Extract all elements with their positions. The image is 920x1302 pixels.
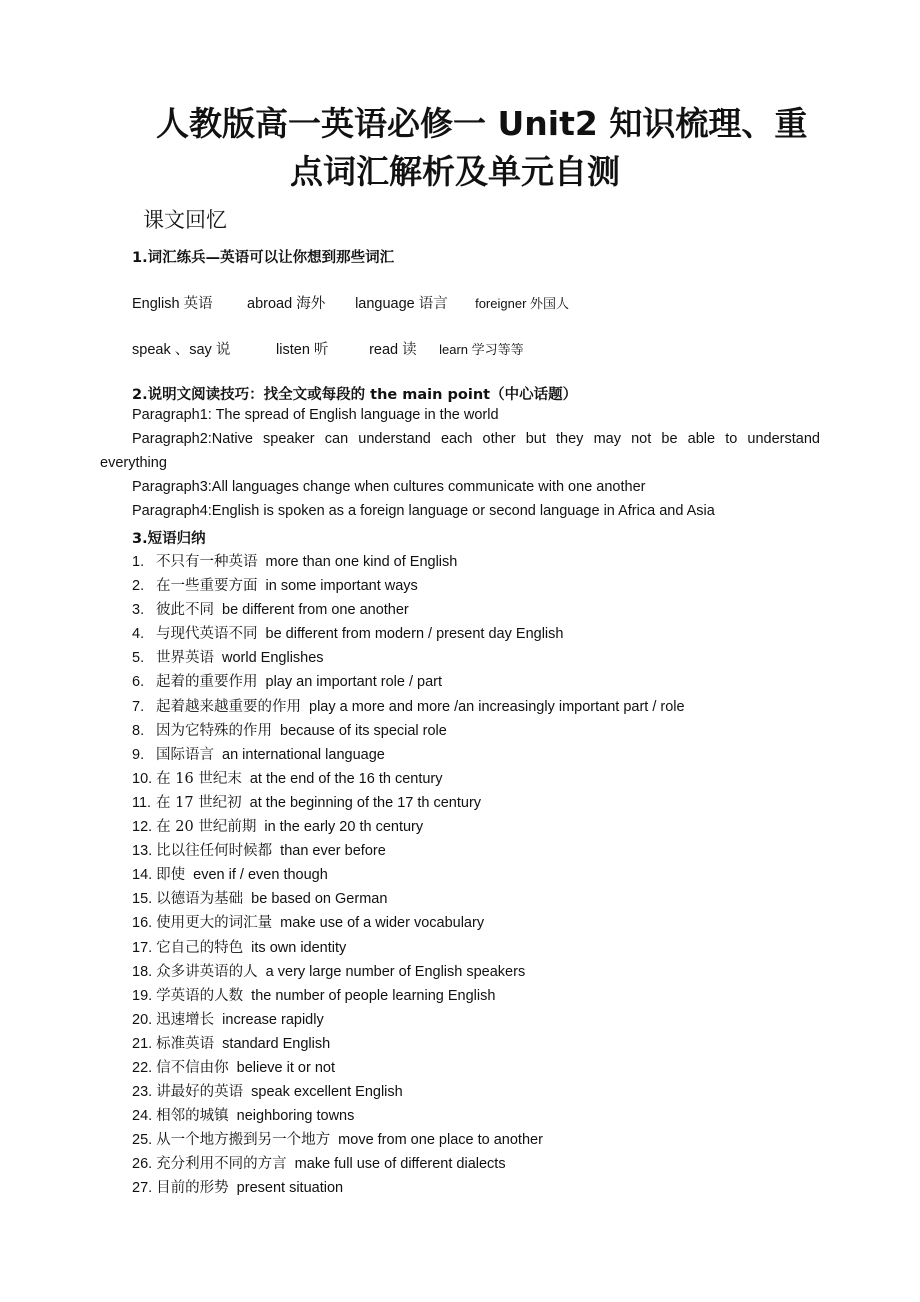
item-number: 19.: [132, 987, 153, 1004]
list-item: [132, 1032, 685, 1056]
item-english: than ever before: [280, 843, 386, 860]
list-item: [132, 887, 685, 911]
list-item: [132, 1008, 685, 1032]
list-item: [132, 815, 685, 839]
vocab-word: foreigner 外国人: [475, 296, 570, 311]
item-number: 13.: [132, 843, 153, 860]
item-number: 22.: [132, 1059, 153, 1076]
vocab-word: language 语言: [355, 296, 448, 312]
list-item: [132, 646, 685, 670]
item-chinese: 充分利用不同的方言: [156, 1156, 287, 1173]
list-item: [132, 574, 685, 598]
item-chinese: 信不信由你: [156, 1059, 229, 1076]
item-number: 24.: [132, 1108, 153, 1125]
list-item: [132, 743, 685, 767]
item-chinese: 国际语言: [156, 746, 214, 763]
item-english: even if / even though: [193, 867, 328, 884]
item-chinese: 在 20 世纪前期: [156, 819, 257, 836]
item-chinese: 众多讲英语的人: [156, 963, 258, 980]
vocab-word: learn 学习等等: [439, 342, 524, 357]
item-chinese: 它自己的特色: [156, 939, 244, 956]
item-chinese: 以德语为基础: [156, 891, 244, 908]
vocab-word: speak 、say 说: [132, 342, 231, 358]
item-number: 10.: [132, 770, 153, 787]
item-chinese: 讲最好的英语: [156, 1084, 244, 1101]
item-number: 15.: [132, 891, 153, 908]
vocab-word: English 英语: [132, 296, 213, 312]
list-item: [132, 863, 685, 887]
item-english: its own identity: [251, 939, 347, 956]
item-number: 1.: [132, 554, 145, 570]
item-number: 8.: [132, 722, 145, 739]
item-number: 5.: [132, 650, 145, 667]
list-item: [132, 1056, 685, 1080]
item-english: speak excellent English: [251, 1084, 403, 1101]
vocab-row-2: [132, 338, 524, 359]
item-number: 2.: [132, 578, 145, 595]
item-chinese: 在 17 世纪初: [156, 794, 242, 811]
item-chinese: 即使: [156, 867, 186, 884]
paragraph-3-summary: Paragraph3:All languages change when cultures communicate with one another: [132, 479, 646, 495]
section-heading: 课文回忆: [143, 208, 227, 232]
item-number: 26.: [132, 1156, 153, 1173]
item-chinese: 彼此不同: [156, 602, 214, 619]
item-number: 6.: [132, 674, 145, 691]
item-chinese: 相邻的城镇: [156, 1108, 229, 1125]
list-item: [132, 550, 685, 574]
phrase-list: [132, 550, 685, 1201]
list-item: [132, 767, 685, 791]
list-item: [132, 911, 685, 935]
item-chinese: 起着的重要作用: [156, 674, 258, 691]
item-chinese: 世界英语: [156, 650, 214, 667]
item-english: standard English: [222, 1035, 331, 1052]
list-item: [132, 622, 685, 646]
item-number: 25.: [132, 1132, 153, 1149]
item-english: more than one kind of English: [265, 554, 458, 570]
item-chinese: 因为它特殊的作用: [156, 722, 272, 739]
item-english: be based on German: [251, 891, 388, 908]
list-item: [132, 936, 685, 960]
item-english: be different from modern / present day English: [265, 626, 564, 643]
item-english: an international language: [222, 746, 385, 763]
part3-heading: 3.短语归纳: [132, 531, 206, 547]
item-english: a very large number of English speakers: [265, 963, 526, 980]
item-number: 20.: [132, 1011, 153, 1028]
vocab-word: read 读: [369, 342, 417, 358]
list-item: [132, 984, 685, 1008]
list-item: [132, 1176, 685, 1200]
list-item: [132, 839, 685, 863]
item-number: 16.: [132, 915, 153, 932]
item-english: the number of people learning English: [251, 987, 496, 1004]
vocab-row-1: [132, 292, 569, 313]
item-chinese: 使用更大的词汇量: [156, 915, 273, 932]
part1-heading: 1.词汇练兵—英语可以让你想到那些词汇: [132, 250, 395, 266]
vocab-word: abroad 海外: [247, 296, 326, 312]
item-chinese: 比以往任何时候都: [156, 843, 273, 860]
paragraph-2-summary-cont: everything: [100, 455, 167, 471]
item-chinese: 不只有一种英语: [156, 554, 258, 570]
list-item: [132, 1080, 685, 1104]
paragraph-1-summary: Paragraph1: The spread of English language in the world: [132, 407, 499, 423]
item-english: move from one place to another: [338, 1132, 543, 1149]
item-english: play a more and more /an increasingly important part / role: [309, 698, 685, 715]
item-chinese: 标准英语: [156, 1035, 215, 1052]
item-chinese: 在一些重要方面: [156, 578, 258, 595]
paragraph-4-summary: Paragraph4:English is spoken as a foreign language or second language in Africa and Asia: [132, 503, 715, 519]
list-item: [132, 1104, 685, 1128]
list-item: [132, 670, 685, 694]
item-chinese: 在 16 世纪末: [156, 770, 242, 787]
item-number: 3.: [132, 602, 145, 619]
item-english: neighboring towns: [236, 1108, 355, 1125]
list-item: [132, 1152, 685, 1176]
list-item: [132, 598, 685, 622]
list-item: [132, 960, 685, 984]
item-english: make use of a wider vocabulary: [280, 915, 485, 932]
list-item: [132, 695, 685, 719]
item-number: 9.: [132, 746, 145, 763]
list-item: [132, 719, 685, 743]
item-number: 27.: [132, 1180, 153, 1197]
item-number: 21.: [132, 1035, 153, 1052]
item-number: 12.: [132, 819, 153, 836]
list-item: [132, 791, 685, 815]
item-chinese: 迅速增长: [156, 1011, 215, 1028]
title-line-1: 人教版高一英语必修一 Unit2 知识梳理、重: [156, 104, 808, 143]
item-english: because of its special role: [280, 722, 447, 739]
item-english: at the beginning of the 17 th century: [249, 794, 482, 811]
paragraph-2-summary: Paragraph2:Native speaker can understand each other but they may not be able to understand: [132, 431, 820, 447]
item-number: 4.: [132, 626, 145, 643]
item-english: at the end of the 16 th century: [249, 770, 443, 787]
item-number: 17.: [132, 939, 153, 956]
item-chinese: 起着越来越重要的作用: [156, 698, 301, 715]
list-item: [132, 1128, 685, 1152]
item-chinese: 从一个地方搬到另一个地方: [156, 1132, 331, 1149]
vocab-word: listen 听: [276, 342, 329, 358]
title-line-2: 点词汇解析及单元自测: [290, 152, 620, 191]
item-chinese: 学英语的人数: [156, 987, 244, 1004]
item-number: 18.: [132, 963, 153, 980]
item-english: make full use of different dialects: [294, 1156, 506, 1173]
item-english: in some important ways: [265, 578, 418, 595]
item-number: 14.: [132, 867, 153, 884]
item-english: be different from one another: [222, 602, 409, 619]
item-english: world Englishes: [222, 650, 324, 667]
item-number: 7.: [132, 698, 145, 715]
item-number: 11.: [132, 794, 152, 811]
item-english: believe it or not: [236, 1059, 336, 1076]
item-english: increase rapidly: [222, 1011, 324, 1028]
item-english: in the early 20 th century: [264, 819, 424, 836]
item-english: present situation: [236, 1180, 344, 1197]
item-chinese: 与现代英语不同: [156, 626, 258, 643]
item-english: play an important role / part: [265, 674, 443, 691]
item-number: 23.: [132, 1084, 153, 1101]
part2-heading: 2.说明文阅读技巧：找全文或每段的 the main point（中心话题）: [132, 387, 578, 403]
item-chinese: 目前的形势: [156, 1180, 229, 1197]
